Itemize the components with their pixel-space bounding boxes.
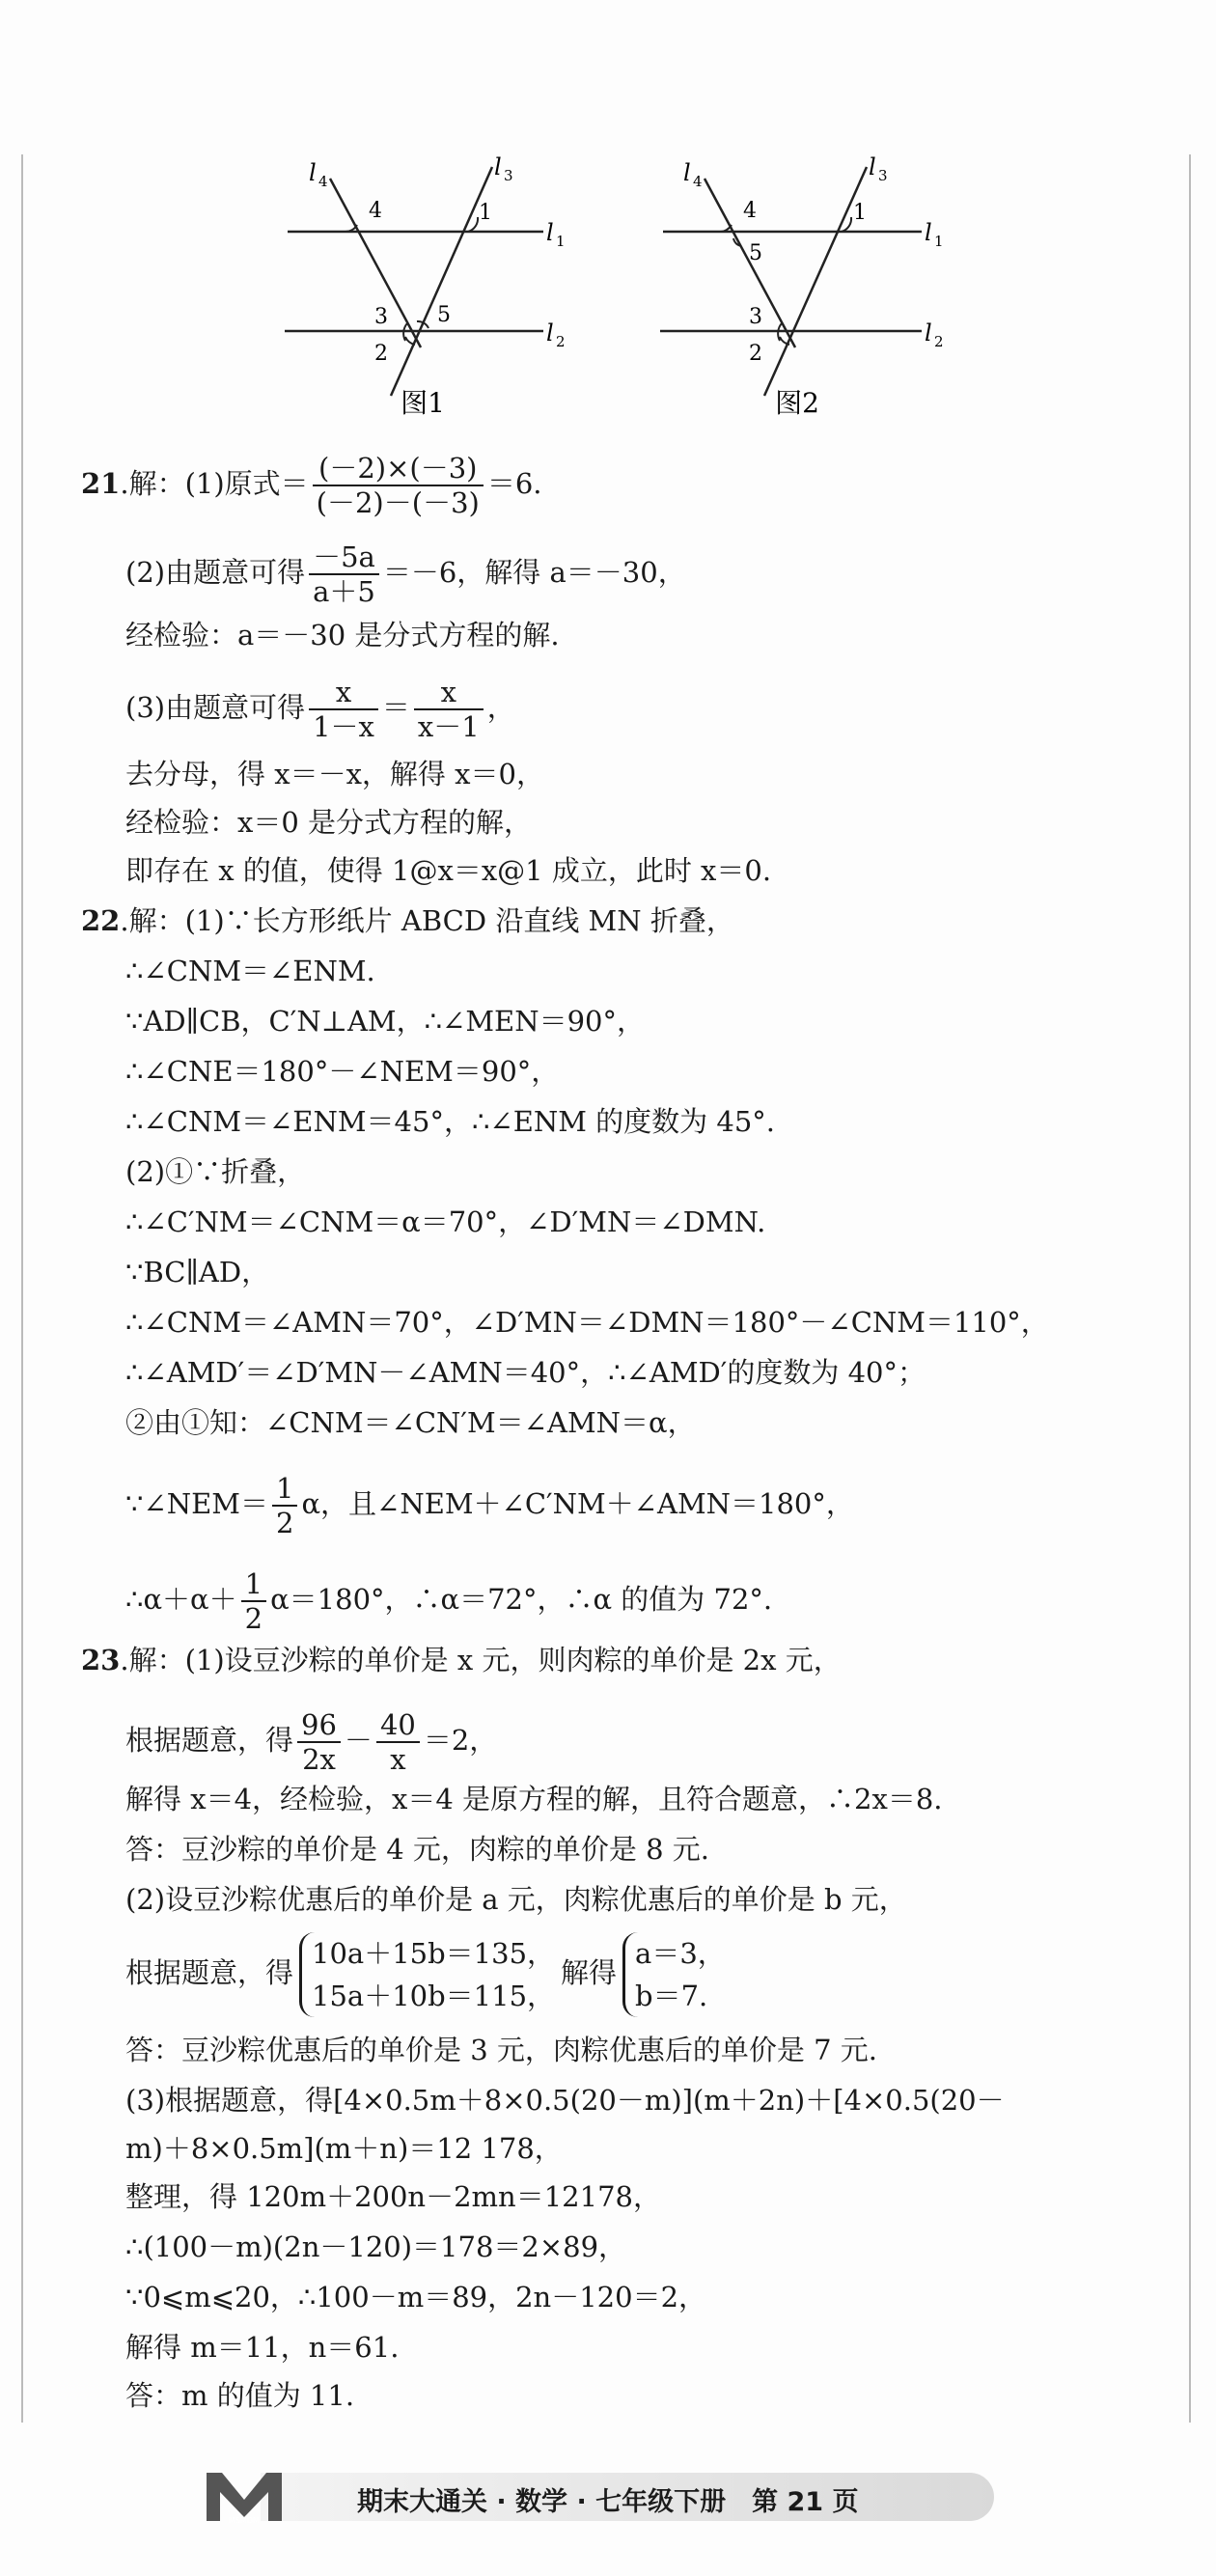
fig1-angle-2: 2	[374, 342, 388, 366]
q22-l13-denominator: 2	[244, 1602, 263, 1635]
q22-number: 22	[81, 904, 121, 937]
fig1-label-l3: l	[494, 153, 502, 180]
q23-l2-pre: 根据题意，得	[125, 1724, 294, 1757]
fig1-angle-3: 3	[374, 305, 388, 329]
q23-line-2	[125, 1708, 497, 1776]
publisher-logo	[203, 2467, 286, 2525]
q23-l2-mid: －	[344, 1724, 373, 1757]
figure-1	[270, 150, 579, 429]
fig1-label-l4-sub: 4	[318, 173, 328, 190]
q22-l13-fraction	[241, 1567, 266, 1635]
q23-solution-system	[622, 1932, 726, 2017]
q21-p1-denominator: (－2)－(－3)	[316, 486, 480, 519]
q23-line-7: 答：豆沙粽优惠后的单价是 3 元，肉粽优惠后的单价是 7 元.	[125, 2034, 877, 2066]
fig2-angle-5: 5	[749, 241, 762, 265]
q23-l2-numerator-2: 40	[376, 1708, 420, 1743]
q22-line-8: ∵BC∥AD，	[125, 1256, 270, 1288]
q21-p1-post: ＝6.	[486, 467, 542, 500]
q21-line-2	[125, 540, 686, 608]
q23-l2-fraction-1	[297, 1708, 341, 1776]
q21-p2-fraction	[309, 540, 379, 608]
fig1-angle-4: 4	[369, 199, 382, 223]
q23-l2-post: ＝2，	[423, 1724, 498, 1757]
fig1-angle-1: 1	[479, 201, 492, 225]
q23-line-10: 整理，得 120m＋200n－2mn＝12178，	[125, 2180, 661, 2213]
q21-p4-numerator-1: x	[309, 676, 378, 710]
fig2-label-l3-sub: 3	[878, 167, 888, 184]
left-margin-rule	[21, 154, 23, 2423]
q21-p2-denominator: a＋5	[313, 575, 375, 608]
q22-l12-pre: ∵∠NEM＝	[125, 1487, 268, 1520]
q21-p4-denominator-2: x－1	[417, 710, 480, 743]
q21-p4-eq: ＝	[381, 691, 410, 724]
q22-line-6: (2)①∵折叠，	[125, 1155, 306, 1188]
fig1-label-l2: l	[546, 319, 554, 346]
q23-line-12: ∵0⩽m⩽20，∴100－m＝89，2n－120＝2，	[125, 2281, 707, 2313]
q22-line-2: ∴∠CNM＝∠ENM.	[125, 955, 375, 987]
q22-l13-numerator: 1	[241, 1567, 266, 1602]
q22-l12-fraction	[272, 1472, 297, 1539]
fig2-label-l2: l	[925, 319, 932, 346]
q21-p1-fraction	[313, 452, 484, 519]
q23-l2-fraction-2	[376, 1708, 420, 1776]
q21-line-4	[125, 676, 515, 743]
q23-line-14: 答：m 的值为 11.	[125, 2379, 355, 2412]
fig2-angle-3: 3	[749, 305, 762, 329]
q22-line-1	[81, 901, 734, 940]
q23-sys-eq-1: 10a＋15b＝135，	[312, 1937, 556, 1970]
q23-l6-pre: 根据题意，得	[125, 1956, 294, 1989]
q22-l1-text: .解：(1)∵长方形纸片 ABCD 沿直线 MN 折叠，	[120, 904, 734, 937]
fig2-label-l1-sub: 1	[934, 233, 944, 250]
q21-line-7: 即存在 x 的值，使得 1@x＝x@1 成立，此时 x＝0.	[125, 854, 772, 887]
q22-line-13	[125, 1567, 772, 1635]
fig2-angle-4: 4	[743, 199, 757, 223]
q21-line-6: 经检验：x＝0 是分式方程的解，	[125, 806, 533, 839]
q21-line-5: 去分母，得 x＝－x，解得 x＝0，	[125, 758, 544, 790]
fig2-caption: 图2	[775, 387, 819, 419]
q23-number: 23	[81, 1644, 121, 1676]
q21-line-1	[81, 452, 542, 519]
q23-sol-2: b＝7.	[635, 1980, 708, 2012]
q21-p4-denominator-1: 1－x	[313, 710, 374, 743]
q23-line-6	[125, 1932, 732, 2017]
q21-p4-post: ，	[486, 691, 515, 724]
q21-p2-numerator: －5a	[309, 540, 379, 575]
q22-line-3: ∵AD∥CB，C′N⊥AM，∴∠MEN＝90°，	[125, 1005, 645, 1038]
q22-line-12	[125, 1472, 854, 1539]
q21-p1-numerator: (－2)×(－3)	[313, 452, 484, 486]
q23-l2-numerator-1: 96	[297, 1708, 341, 1743]
q22-line-9: ∴∠CNM＝∠AMN＝70°，∠D′MN＝∠DMN＝180°－∠CNM＝110°，	[125, 1306, 1049, 1339]
fig1-label-l2-sub: 2	[556, 333, 566, 350]
footer-text: 期末大通关 · 数学 · 七年级下册 第 21 页	[357, 2487, 859, 2517]
logo-text: MSMDM	[229, 2516, 260, 2525]
fig1-label-l4: l	[309, 159, 317, 186]
fig2-label-l1: l	[925, 219, 932, 246]
q23-line-13: 解得 m＝11，n＝61.	[125, 2331, 400, 2364]
q22-l12-post: α，且∠NEM＋∠C′NM＋∠AMN＝180°，	[301, 1487, 854, 1520]
fig2-angle-1: 1	[853, 201, 867, 225]
fig1-label-l1-sub: 1	[556, 233, 566, 250]
q22-line-5: ∴∠CNM＝∠ENM＝45°，∴∠ENM 的度数为 45°.	[125, 1105, 775, 1138]
q23-sys-eq-2: 15a＋10b＝115，	[312, 1980, 556, 2012]
fig2-label-l3: l	[869, 153, 876, 180]
q23-line-11: ∴(100－m)(2n－120)＝178＝2×89，	[125, 2230, 627, 2263]
q22-l12-denominator: 2	[276, 1507, 294, 1539]
fig1-label-l3-sub: 3	[504, 167, 513, 184]
q22-line-11: ②由①知：∠CNM＝∠CN′M＝∠AMN＝α，	[125, 1406, 696, 1439]
q23-line-9: m)＋8×0.5m](m＋n)＝12 178，	[125, 2132, 563, 2165]
q21-p2-post: ＝－6，解得 a＝－30，	[382, 556, 686, 589]
q22-line-10: ∴∠AMD′＝∠D′MN－∠AMN＝40°，∴∠AMD′的度数为 40°；	[125, 1356, 926, 1389]
fig1-caption: 图1	[401, 387, 445, 419]
q21-p4-fraction-2	[414, 676, 484, 743]
q23-l1-text: .解：(1)设豆沙粽的单价是 x 元，则肉粽的单价是 2x 元，	[120, 1644, 842, 1676]
q22-line-7: ∴∠C′NM＝∠CNM＝α＝70°，∠D′MN＝∠DMN.	[125, 1205, 766, 1238]
q23-line-4: 答：豆沙粽的单价是 4 元，肉粽的单价是 8 元.	[125, 1833, 709, 1866]
page-footer	[203, 2467, 975, 2525]
right-margin-rule	[1189, 154, 1191, 2423]
q23-equation-system	[299, 1932, 555, 2017]
q23-line-5: (2)设豆沙粽优惠后的单价是 a 元，肉粽优惠后的单价是 b 元，	[125, 1883, 907, 1916]
q23-line-3: 解得 x＝4，经检验，x＝4 是原方程的解，且符合题意，∴2x＝8.	[125, 1783, 943, 1815]
q23-l6-mid: 解得	[561, 1956, 618, 1989]
fig2-angle-2: 2	[749, 342, 762, 366]
fig2-label-l2-sub: 2	[934, 333, 944, 350]
q21-number: 21	[81, 467, 121, 500]
q21-p4-numerator-2: x	[414, 676, 484, 710]
q23-line-8: (3)根据题意，得[4×0.5m＋8×0.5(20－m)](m＋2n)＋[4×0.5(20－	[125, 2084, 1005, 2117]
q21-line-3: 经检验：a＝－30 是分式方程的解.	[125, 619, 560, 651]
q22-l13-post: α＝180°，∴α＝72°，∴α 的值为 72°.	[270, 1583, 773, 1616]
q23-sol-1: a＝3，	[635, 1937, 726, 1970]
q21-p4-pre: (3)由题意可得	[125, 691, 306, 724]
fig2-label-l4-sub: 4	[693, 173, 703, 190]
q21-p2-pre: (2)由题意可得	[125, 556, 306, 589]
fig1-angle-5: 5	[437, 303, 451, 327]
figure-2	[649, 150, 957, 429]
q22-line-4: ∴∠CNE＝180°－∠NEM＝90°，	[125, 1055, 560, 1088]
q23-l2-denominator-1: 2x	[302, 1743, 336, 1776]
fig1-label-l1: l	[546, 219, 554, 246]
q22-l12-numerator: 1	[272, 1472, 297, 1507]
fig2-label-l4: l	[683, 159, 691, 186]
q22-l13-pre: ∴α＋α＋	[125, 1583, 237, 1616]
q23-line-1	[81, 1641, 842, 1679]
q21-p4-fraction-1	[309, 676, 378, 743]
q21-p1-pre: .解：(1)原式＝	[120, 467, 309, 500]
q23-l2-denominator-2: x	[390, 1743, 406, 1776]
